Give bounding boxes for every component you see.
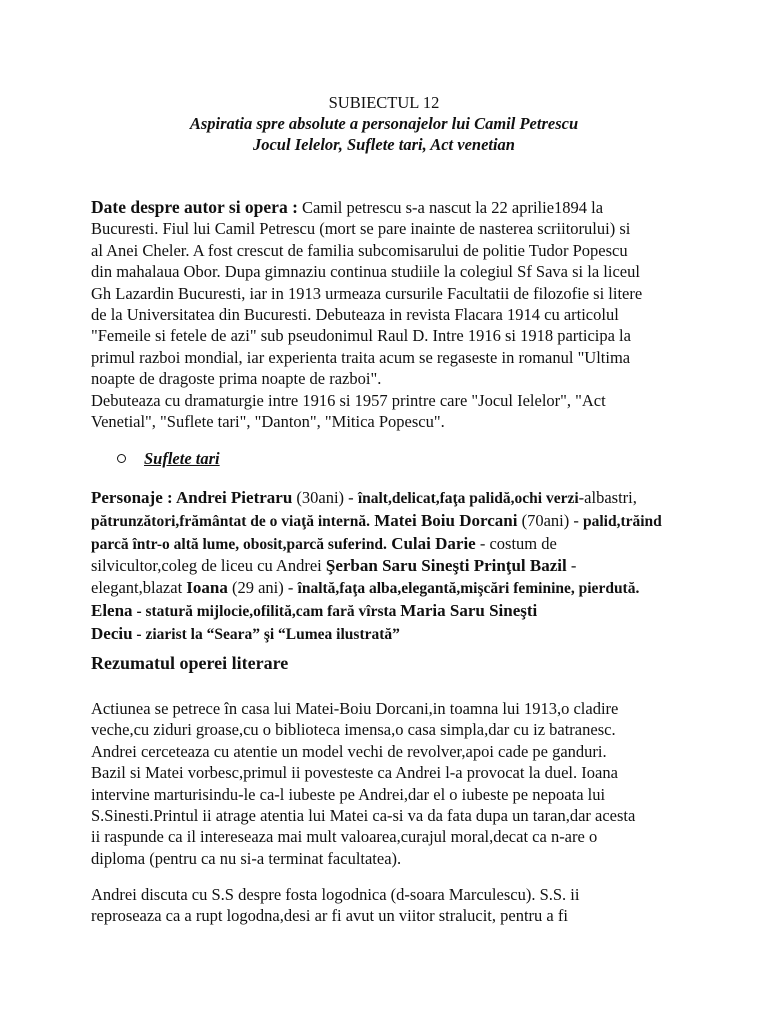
bullet-suflete-tari — [117, 449, 220, 469]
author-text-line: de la Universitatea din Bucuresti. Debuteaza in revista Flacara 1914 cu articolul — [91, 305, 619, 325]
author-label: Date despre autor si opera : — [91, 197, 298, 217]
character-desc: - ziarist la “Seara” şi “Lumea ilustrată” — [132, 625, 400, 643]
character-text: -albastri, — [578, 488, 637, 507]
author-text-line: "Femeile si fetele de azi" sub pseudonimul Raul D. Intre 1916 si 1918 participa la — [91, 326, 631, 346]
summary-title: Rezumatul operei literare — [91, 653, 289, 673]
summary-line: Bazil si Matei vorbesc,primul ii povesteste ca Andrei l-a provocat la duel. Ioana — [91, 763, 618, 783]
author-text-line: Debuteaza cu dramaturgie intre 1916 si 1957 printre care "Jocul Ielelor", "Act — [91, 390, 606, 410]
characters-line — [91, 510, 691, 533]
character-text: silvicultor,coleg de liceu cu Andrei — [91, 556, 326, 576]
characters-line — [91, 555, 691, 577]
author-text-line: primul razboi mondial, iar experienta traita acum se regaseste in romanul "Ultima — [91, 347, 631, 367]
summary-line: ii raspunde ca il intereseaza mai mult valoarea,curajul moral,decat ca n-are o — [91, 827, 598, 847]
summary-line: veche,cu ziduri groase,cu o biblioteca imensa,o casa simpla,dar cu iz batranesc. — [91, 720, 616, 740]
summary-paragraph-2 — [91, 884, 691, 927]
character-desc: pătrunzători,frământat de o viaţă internă. — [91, 512, 370, 530]
document-header — [0, 92, 768, 155]
summary-line: S.Sinesti.Printul ii atrage atentia lui Matei ca-si va da fata dupa un taran,dar acesta — [91, 806, 636, 826]
characters-line — [91, 533, 691, 556]
character-desc: - statură mijlocie,ofilită,cam fară vîrsta — [132, 602, 401, 620]
character-age: (29 ani) - — [227, 578, 298, 598]
character-name: Maria Saru Sineşti — [400, 600, 538, 620]
summary-line: intervine marturisindu-le ca-l iubeste pe Andrei,dar el o iubeste pe nepoata lui — [91, 784, 606, 804]
character-desc: înaltă,faţa alba,elegantă,mişcări feminine, pierdută. — [297, 580, 640, 598]
character-name: Elena — [91, 600, 133, 620]
characters-line — [91, 623, 691, 646]
characters-line — [91, 600, 691, 623]
bullet-label: Suflete tari — [144, 449, 220, 468]
character-desc: parcă într-o altă lume, obosit,parcă suferind. — [91, 535, 387, 553]
author-text-line: noapte de dragoste prima noapte de razboi". — [91, 369, 382, 389]
character-text: - costum de — [475, 533, 557, 553]
author-text-line: din mahalaua Obor. Dupa gimnaziu continua studiile la colegiul Sf Sava si la liceul — [91, 262, 640, 282]
characters-line — [91, 577, 691, 600]
character-desc: înalt,delicat,faţa palidă,ochi verzi — [357, 490, 579, 507]
author-section — [91, 197, 691, 432]
author-text-line: Venetial", "Suflete tari", "Danton", "Mitica Popescu". — [91, 412, 445, 432]
character-name: Deciu — [91, 623, 133, 643]
character-name: Matei Boiu Dorcani — [369, 510, 518, 530]
summary-line: Actiunea se petrece în casa lui Matei-Boiu Dorcani,in toamna lui 1913,o cladire — [91, 699, 619, 718]
character-text: - — [566, 556, 577, 576]
characters-label: Personaje : Andrei Pietraru — [91, 488, 293, 507]
summary-paragraph-1 — [91, 698, 691, 869]
author-text-line: Gh Lazardin Bucuresti, iar in 1913 urmeaza cursurile Facultatii de filozofie si litere — [91, 283, 643, 303]
character-age: (70ani) - — [517, 510, 583, 530]
author-text-line: al Anei Cheler. A fost crescut de familia subcomisarului de politie Tudor Popescu — [91, 240, 628, 260]
character-age: (30ani) - — [292, 488, 358, 507]
character-name: Culai Darie — [386, 533, 476, 553]
summary-line: Andrei cerceteaza cu atentie un model vechi de revolver,apoi cade pe ganduri. — [91, 741, 607, 761]
characters-line — [91, 487, 691, 510]
summary-line: diploma (pentru ca nu si-a terminat facultatea). — [91, 848, 402, 868]
character-name: Ioana — [186, 578, 228, 598]
bullet-circle-icon — [117, 454, 126, 463]
subject-number: SUBIECTUL 12 — [328, 93, 440, 112]
character-text: elegant,blazat — [91, 578, 187, 598]
character-name: Şerban Saru Sineşti Prinţul Bazil — [325, 556, 567, 576]
characters-section — [91, 487, 691, 646]
summary-line: Andrei discuta cu S.S despre fosta logodnica (d-soara Marculescu). S.S. ii — [91, 885, 580, 904]
author-text-line: Bucuresti. Fiul lui Camil Petrescu (mort se pare inainte de nasterea scriitorului) si — [91, 219, 631, 239]
character-desc: palid,trăind — [582, 512, 662, 530]
summary-line: reproseaza ca a rupt logodna,desi ar fi avut un viitor stralucit, pentru a fi — [91, 906, 568, 926]
essay-title: Aspiratia spre absolute a personajelor lui Camil Petrescu — [189, 114, 579, 133]
author-text-line: Camil petrescu s-a nascut la 22 aprilie1894 la — [297, 198, 604, 217]
works-list: Jocul Ielelor, Suflete tari, Act venetian — [252, 135, 515, 154]
